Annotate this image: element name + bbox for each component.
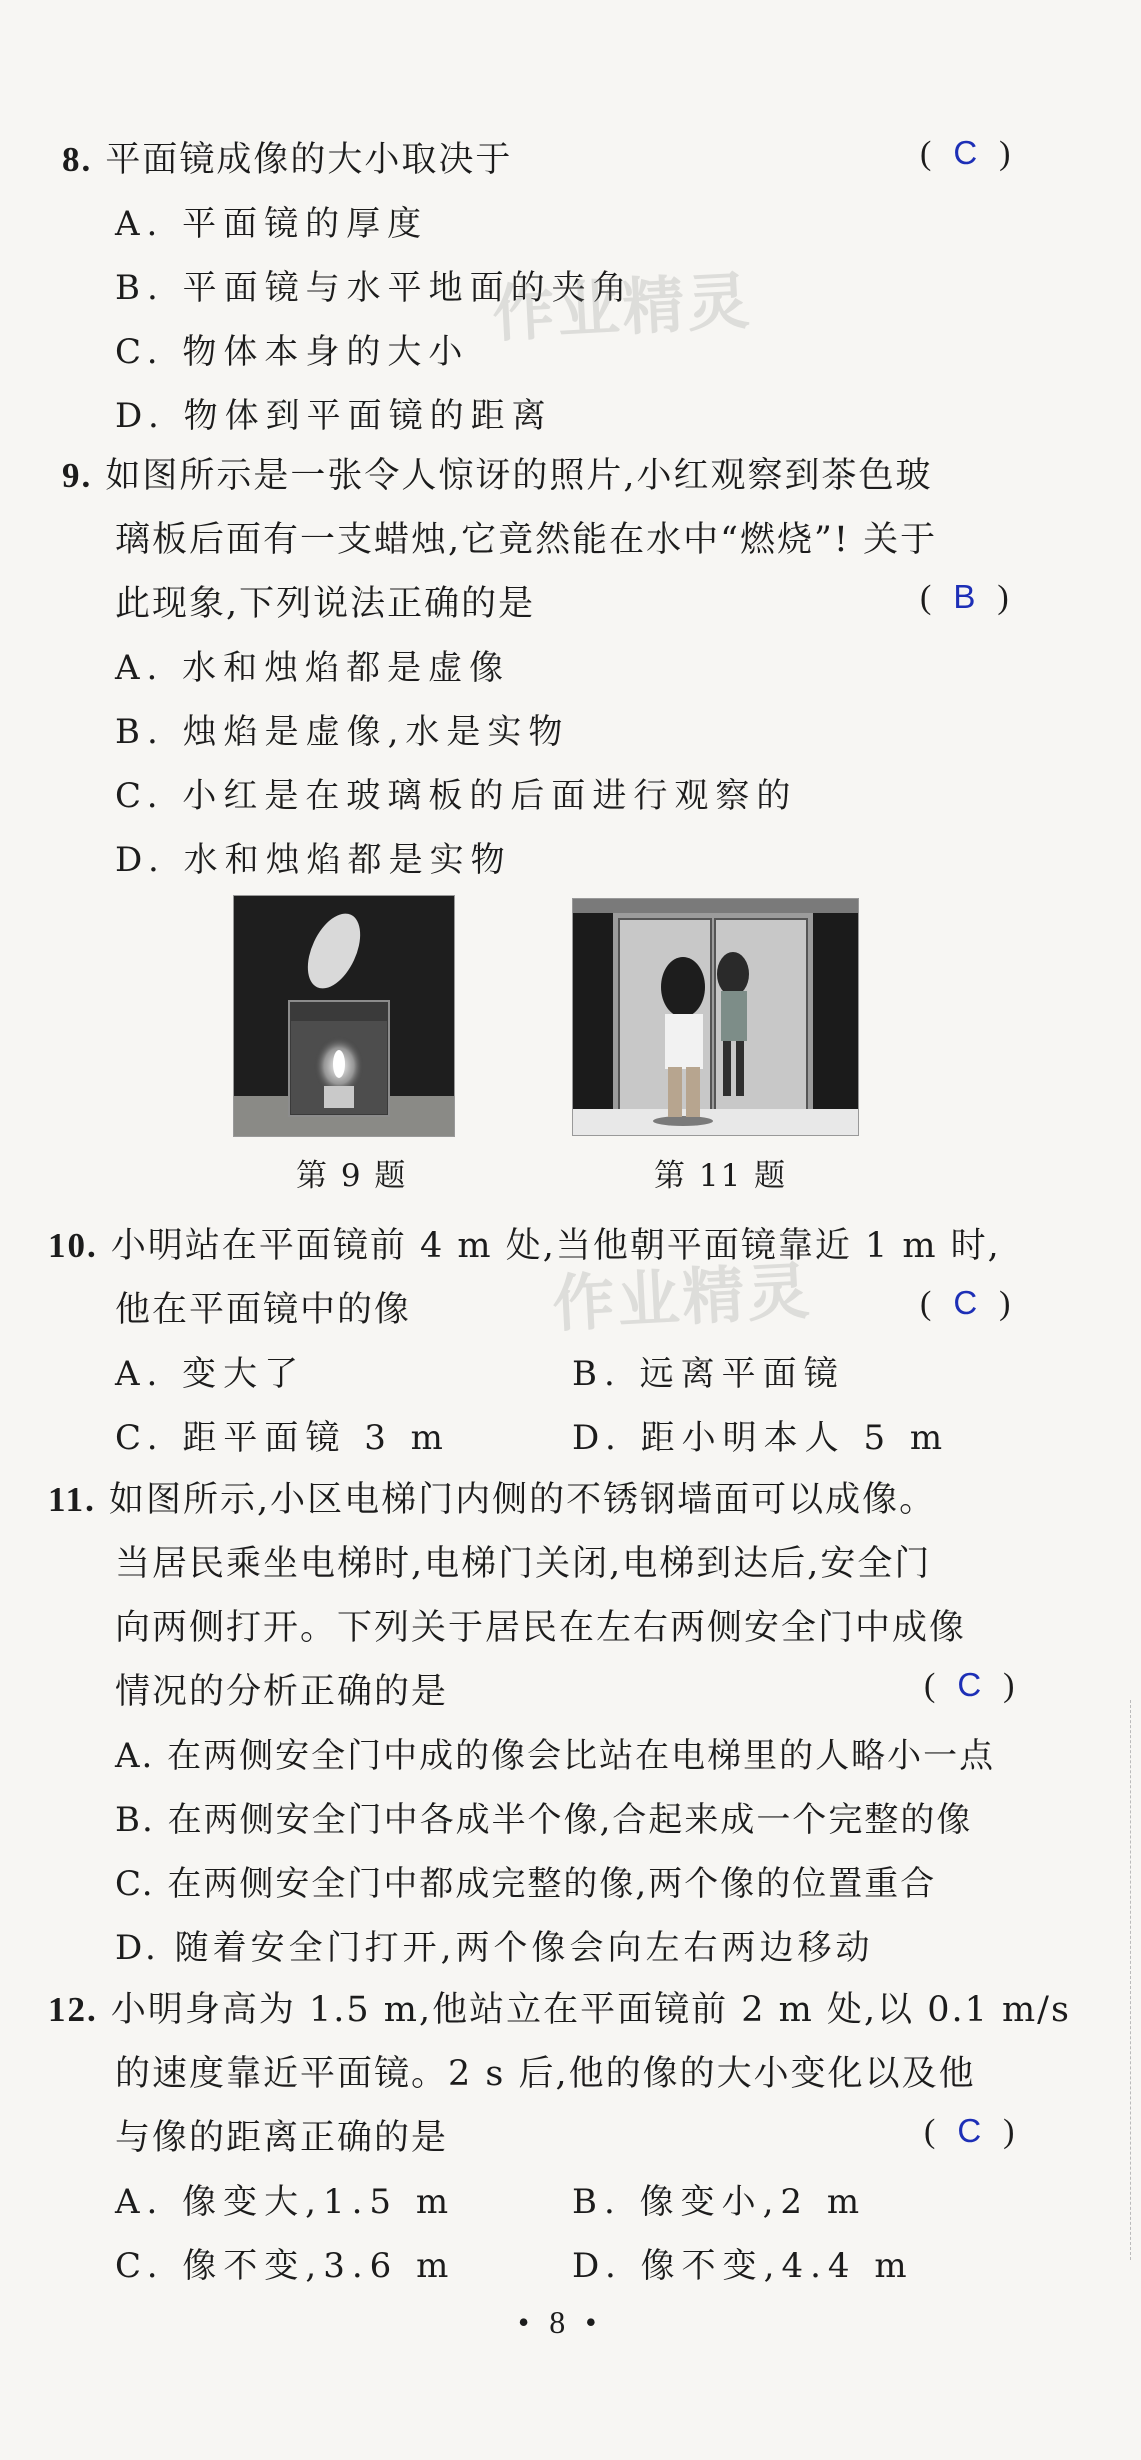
q11-answer (924, 1666, 1015, 1705)
q10-stem-line-1 (48, 1218, 1001, 1268)
q10-option-a: A. 变大了 (115, 1354, 306, 1394)
q10-stem-line-2: 他在平面镜中的像 (115, 1290, 412, 1330)
q11-answer-open: ( (924, 1667, 936, 1704)
q8-answer-close: ) (999, 135, 1011, 172)
q11-stem-line-2: 当居民乘坐电梯时,电梯门关闭,电梯到达后,安全门 (115, 1544, 932, 1584)
q12-option-a: A. 像变大,1.5 m (115, 2182, 456, 2222)
q8-option-b: B. 平面镜与水平地面的夹角 (115, 268, 634, 308)
q8-answer-letter: C (953, 134, 978, 171)
q8-option-c: C. 物体本身的大小 (115, 332, 470, 372)
page-number: • 8 • (518, 2304, 603, 2340)
watermark: 作业精灵 (550, 1254, 815, 1341)
q12-answer-close: ) (1003, 2113, 1015, 2150)
q10-answer-open: ( (920, 1285, 932, 1322)
q9-option-c: C. 小红是在玻璃板的后面进行观察的 (115, 776, 798, 816)
q10-answer-letter: C (953, 1284, 978, 1321)
q11-answer-letter: C (957, 1666, 982, 1703)
q10-option-c: C. 距平面镜 3 m (115, 1418, 450, 1458)
q12-stem-line-2: 的速度靠近平面镜。2 s 后,他的像的大小变化以及他 (115, 2054, 976, 2094)
q12-answer (924, 2112, 1015, 2151)
q9-option-d: D. 水和烛焰都是实物 (115, 840, 512, 880)
q11-option-b: B. 在两侧安全门中各成半个像,合起来成一个完整的像 (115, 1800, 973, 1840)
q8-answer-open: ( (920, 135, 932, 172)
q8-stem-text: 平面镜成像的大小取决于 (105, 140, 513, 180)
q10-option-d: D. 距小明本人 5 m (572, 1418, 950, 1458)
q9-answer-open: ( (920, 579, 932, 616)
q10-number: 10. (48, 1226, 98, 1265)
q8-stem (62, 132, 512, 182)
q11-option-a: A. 在两侧安全门中成的像会比站在电梯里的人略小一点 (115, 1736, 996, 1776)
q9-option-b: B. 烛焰是虚像,水是实物 (115, 712, 570, 752)
page-edge-divider (1129, 1700, 1131, 2260)
q9-option-a: A. 水和烛焰都是虚像 (115, 648, 511, 688)
q11-stem-line-3: 向两侧打开。下列关于居民在左右两侧安全门中成像 (115, 1608, 967, 1648)
q12-option-d: D. 像不变,4.4 m (572, 2246, 914, 2286)
q10-answer-close: ) (999, 1285, 1011, 1322)
q8-option-a: A. 平面镜的厚度 (115, 204, 429, 244)
q9-answer-close: ) (997, 579, 1009, 616)
q10-stem-text-1: 小明站在平面镜前 4 m 处,当他朝平面镜靠近 1 m 时, (110, 1226, 1001, 1266)
q12-answer-letter: C (957, 2112, 982, 2149)
q9-answer (920, 578, 1009, 617)
q8-option-d: D. 物体到平面镜的距离 (115, 396, 553, 436)
q11-option-c: C. 在两侧安全门中都成完整的像,两个像的位置重合 (115, 1864, 937, 1904)
q12-option-b: B. 像变小,2 m (572, 2182, 867, 2222)
q9-number: 9. (62, 456, 93, 495)
q11-stem-line-1 (48, 1472, 936, 1522)
figure-11-elevator-illustration (572, 898, 859, 1136)
q11-stem-text-1: 如图所示,小区电梯门内侧的不锈钢墙面可以成像。 (108, 1480, 937, 1520)
figure-9-candle-photo (233, 895, 455, 1137)
q8-number: 8. (62, 140, 93, 179)
q8-answer (920, 134, 1011, 173)
q9-stem-line-3: 此现象,下列说法正确的是 (115, 584, 536, 624)
figure-11-caption: 第 11 题 (654, 1158, 788, 1194)
q11-option-d: D. 随着安全门打开,两个像会向左右两边移动 (115, 1928, 874, 1968)
q11-stem-line-4: 情况的分析正确的是 (115, 1672, 449, 1712)
q9-stem-text-1: 如图所示是一张令人惊讶的照片,小红观察到茶色玻 (105, 456, 933, 496)
q12-number: 12. (48, 1990, 98, 2029)
watermark: 作业精灵 (490, 264, 755, 351)
q9-answer-letter: B (953, 578, 976, 615)
q9-stem-line-2: 璃板后面有一支蜡烛,它竟然能在水中“燃烧”! 关于 (115, 520, 938, 560)
q11-answer-close: ) (1003, 1667, 1015, 1704)
q12-stem-text-1: 小明身高为 1.5 m,他站立在平面镜前 2 m 处,以 0.1 m/s (110, 1990, 1071, 2030)
q10-option-b: B. 远离平面镜 (572, 1354, 845, 1394)
q10-answer (920, 1284, 1011, 1323)
q12-option-c: C. 像不变,3.6 m (115, 2246, 456, 2286)
q12-stem-line-1 (48, 1982, 1071, 2032)
figure-9-caption: 第 9 题 (296, 1158, 408, 1194)
q12-stem-line-3: 与像的距离正确的是 (115, 2118, 449, 2158)
q12-answer-open: ( (924, 2113, 936, 2150)
q11-number: 11. (48, 1480, 96, 1519)
q9-stem-line-1 (62, 448, 933, 498)
